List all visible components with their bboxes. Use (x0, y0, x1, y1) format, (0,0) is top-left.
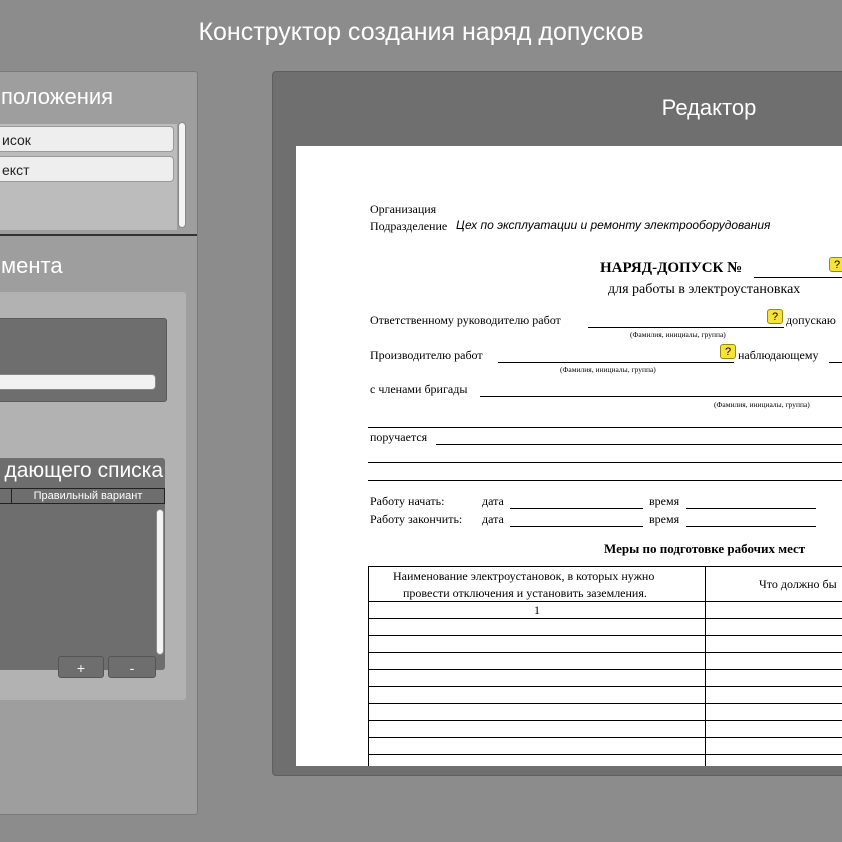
element-field-card (0, 318, 167, 402)
doc-resp-hint: (Фамилия, инициалы, группа) (630, 330, 726, 339)
doc-assigned-line (436, 444, 842, 445)
doc-end-date-line (510, 526, 643, 527)
doc-end-time-label: время (649, 512, 680, 526)
options-scrollbar[interactable] (156, 509, 164, 655)
table-row (369, 686, 842, 687)
table-row (369, 703, 842, 704)
dropdown-options-card (0, 458, 165, 670)
remove-option-button[interactable]: - (108, 656, 156, 678)
table-row (369, 618, 842, 619)
doc-measures-title: Меры по подготовке рабочих мест (604, 541, 806, 556)
app-title: Конструктор создания наряд допусков (198, 18, 644, 46)
measures-col2-header: Что должно бы (759, 577, 837, 591)
doc-heading: НАРЯД-ДОПУСК № (600, 260, 743, 276)
doc-crew-label: с членами бригады (370, 382, 468, 396)
options-col-correct: Правильный вариант (33, 490, 143, 502)
doc-producer-line (498, 362, 734, 363)
doc-crew-line (480, 396, 842, 397)
options-col-1 (0, 489, 12, 503)
table-row (369, 737, 842, 738)
doc-crew-line-2 (368, 427, 842, 428)
doc-producer-help-icon[interactable]: ? (720, 344, 736, 359)
doc-subheading: для работы в электроустановках (608, 282, 801, 297)
doc-observer-line (829, 362, 842, 363)
doc-resp-line (588, 327, 784, 328)
doc-producer-tail: наблюдающему (738, 348, 819, 362)
doc-start-time-line (686, 508, 816, 509)
left-panel (0, 71, 198, 815)
doc-assigned-line-2 (368, 462, 842, 463)
doc-end-time-line (686, 526, 816, 527)
table-row (369, 601, 842, 602)
doc-end-date-label: дата (482, 512, 504, 526)
doc-resp-help-icon[interactable]: ? (767, 309, 783, 324)
doc-start-time-label: время (649, 494, 680, 508)
doc-number-line (754, 277, 842, 278)
doc-assigned-label: поручается (370, 430, 428, 444)
table-row (369, 669, 842, 670)
doc-crew-hint: (Фамилия, инициалы, группа) (714, 400, 810, 409)
element-text-input[interactable] (0, 374, 156, 390)
editor-panel (272, 71, 842, 776)
table-row (369, 635, 842, 636)
table-row (369, 652, 842, 653)
doc-resp-label: Ответственному руководителю работ (370, 313, 561, 327)
element-properties-box (0, 292, 186, 700)
measures-row1-num: 1 (534, 603, 540, 617)
measures-col1-header-line1: Наименование электроустановок, в которых нужно (393, 569, 655, 583)
editor-title: Редактор (661, 95, 757, 120)
doc-start-label: Работу начать: (370, 494, 445, 508)
doc-producer-hint: (Фамилия, инициалы, группа) (560, 365, 656, 374)
doc-start-date-label: дата (482, 494, 504, 508)
doc-dept-value[interactable]: Цех по эксплуатации и ремонту электрооборудования (456, 218, 771, 232)
doc-start-date-line (510, 508, 643, 509)
table-row (369, 754, 842, 755)
doc-producer-label: Производителю работ (370, 348, 483, 362)
element-section-title: мента (1, 253, 63, 278)
doc-assigned-line-3 (368, 480, 842, 481)
measures-table (368, 566, 842, 766)
layouts-list (0, 124, 177, 230)
layout-item-list[interactable]: исок (0, 126, 174, 152)
measures-col1-header-line2: провести отключения и установить заземления. (403, 586, 647, 600)
doc-number-help-icon[interactable]: ? (829, 257, 842, 272)
panel-divider (0, 234, 197, 236)
layouts-section-title: положения (1, 84, 114, 109)
dropdown-section-title: дающего списка (4, 459, 163, 482)
layout-item-text[interactable]: екст (0, 156, 174, 182)
layouts-scrollbar[interactable] (178, 122, 186, 228)
table-row (369, 720, 842, 721)
doc-org-label: Организация (370, 202, 437, 216)
options-table-header (0, 488, 165, 504)
add-option-button[interactable]: + (58, 656, 104, 678)
doc-resp-tail: допускаю (786, 313, 836, 327)
doc-dept-label: Подразделение (370, 219, 448, 233)
doc-end-label: Работу закончить: (370, 512, 463, 526)
document-page (296, 146, 842, 766)
